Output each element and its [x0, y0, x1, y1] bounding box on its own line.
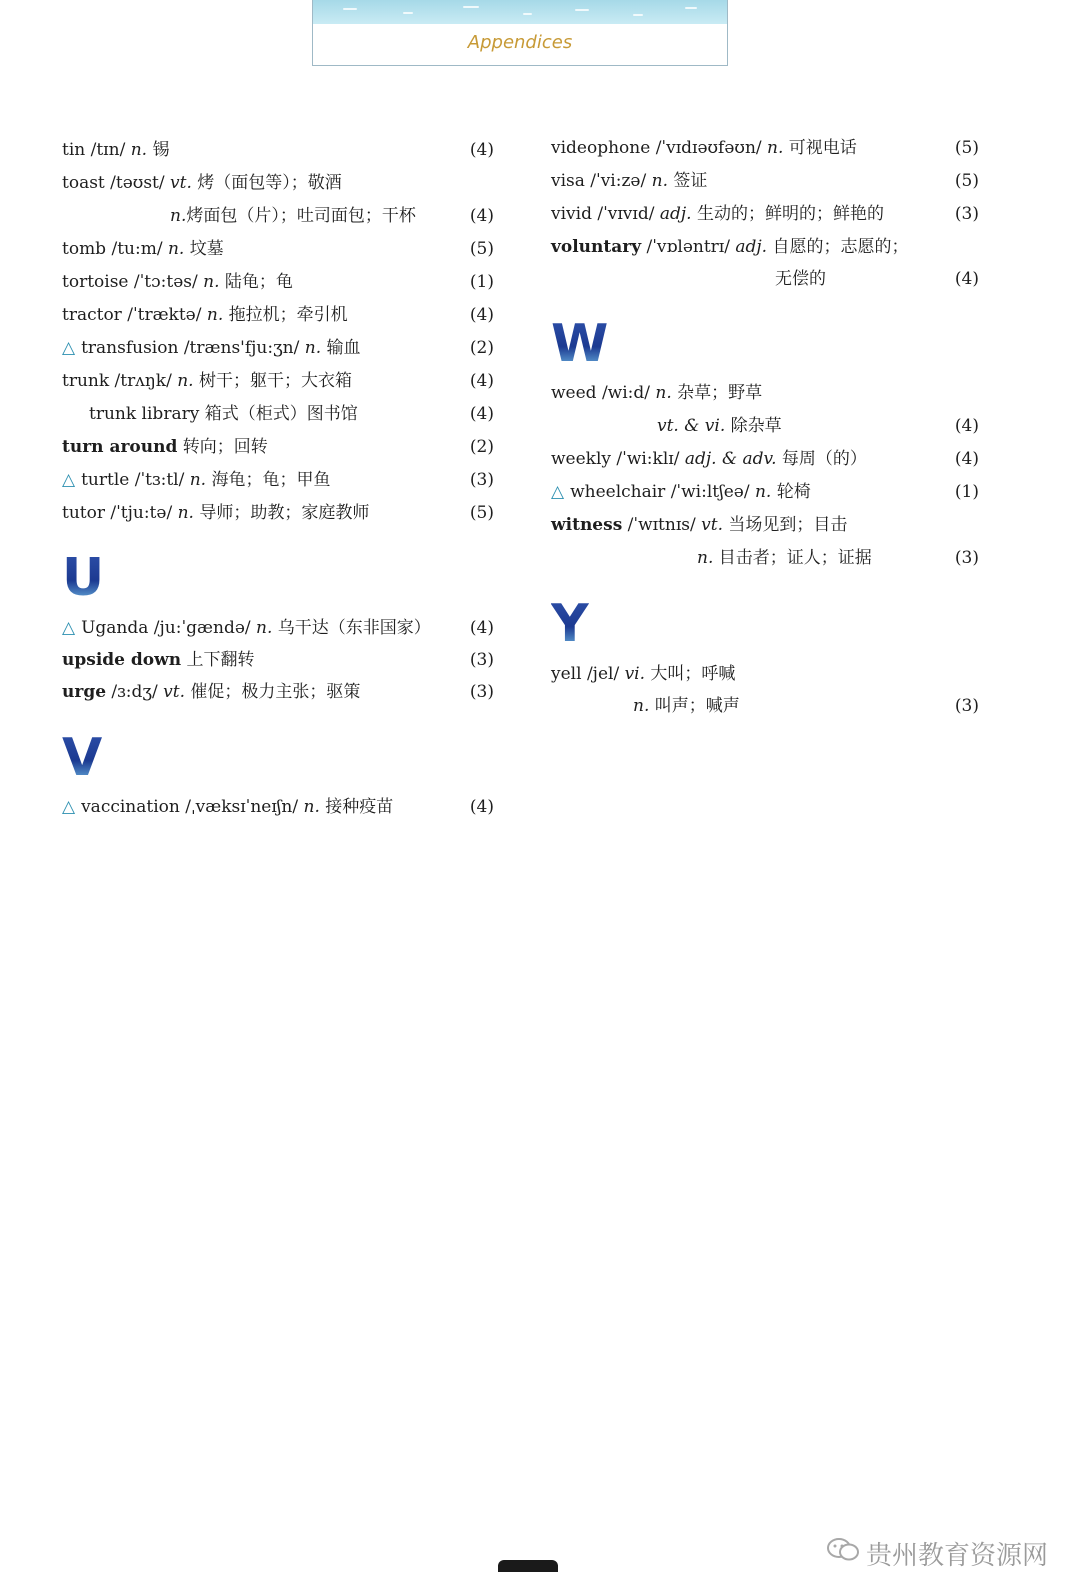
unit-number: (2)	[469, 437, 494, 457]
unit-number: (3)	[954, 548, 979, 568]
unit-number: (2)	[469, 338, 494, 358]
entry-turtle: △ turtle /ˈtɜ:tl/ n. 海龟；龟；甲鱼 (3)	[62, 470, 494, 490]
entry-tortoise: tortoise /ˈtɔ:təs/ n. 陆龟；龟 (1)	[62, 272, 494, 292]
entry-voluntary-continued: 无偿的 (4)	[775, 269, 979, 289]
section-letter-y: Y	[551, 594, 589, 654]
entry-tomb: tomb /tu:m/ n. 坟墓 (5)	[62, 239, 494, 259]
unit-number: (5)	[469, 503, 494, 523]
entry-transfusion: △ transfusion /træns'fju:ʒn/ n. 输血 (2)	[62, 338, 494, 358]
entry-witness-continued: n. 目击者；证人；证据 (3)	[697, 548, 979, 568]
unit-number: (5)	[469, 239, 494, 259]
unit-number: (4)	[469, 305, 494, 325]
section-letter-v: V	[62, 728, 103, 788]
unit-number: (3)	[954, 204, 979, 224]
unit-number: (4)	[954, 449, 979, 469]
unit-number: (1)	[469, 272, 494, 292]
entry-urge: urge /ɜ:dʒ/ vt. 催促；极力主张；驱策 (3)	[62, 682, 494, 702]
entry-vaccination: △ vaccination /ˌvæksɪˈneɪʃn/ n. 接种疫苗 (4)	[62, 797, 494, 817]
entry-tractor: tractor /ˈtræktə/ n. 拖拉机；牵引机 (4)	[62, 305, 494, 325]
entry-uganda: △ Uganda /ju:ˈgændə/ n. 乌干达（东非国家） (4)	[62, 618, 494, 638]
entry-weed: weed /wi:d/ n. 杂草；野草	[551, 383, 763, 403]
unit-number: (3)	[469, 650, 494, 670]
unit-number: (4)	[469, 404, 494, 424]
unit-number: (3)	[469, 682, 494, 702]
wechat-icon	[826, 1537, 860, 1570]
entry-weed-continued: vt. & vi. 除杂草 (4)	[657, 416, 979, 436]
section-letter-u: U	[62, 548, 105, 608]
entry-upside-down: upside down 上下翻转 (3)	[62, 650, 494, 670]
unit-number: (4)	[954, 416, 979, 436]
entry-voluntary: voluntary /ˈvɒləntrɪ/ adj. 自愿的；志愿的；	[551, 237, 909, 257]
unit-number: (4)	[469, 140, 494, 160]
watermark	[826, 1538, 1048, 1571]
watermark-text: 贵州教育资源网	[865, 1540, 1048, 1571]
entry-wheelchair: △ wheelchair /ˈwi:ltʃeə/ n. 轮椅 (1)	[551, 482, 979, 502]
unit-number: (5)	[954, 138, 979, 158]
page-number-tab	[498, 1560, 558, 1572]
section-letter-w: W	[551, 314, 609, 374]
entry-tutor: tutor /ˈtju:tə/ n. 导师；助教；家庭教师 (5)	[62, 503, 494, 523]
unit-number: (3)	[469, 470, 494, 490]
entry-toast: toast /təʊst/ vt. 烤（面包等）；敬酒	[62, 173, 342, 193]
unit-number: (4)	[469, 371, 494, 391]
unit-number: (3)	[954, 696, 979, 716]
appendices-header	[312, 0, 728, 66]
entry-visa: visa /ˈvi:zə/ n. 签证 (5)	[551, 171, 979, 191]
entry-yell-continued: n. 叫声；喊声 (3)	[633, 696, 979, 716]
entry-toast-continued: n.烤面包（片）；吐司面包；干杯 (4)	[170, 206, 494, 226]
entry-vivid: vivid /ˈvɪvɪd/ adj. 生动的；鲜明的；鲜艳的 (3)	[551, 204, 979, 224]
triangle-icon: △	[62, 338, 76, 358]
unit-number: (5)	[954, 171, 979, 191]
entry-tin: tin /tɪn/ n. 锡 (4)	[62, 140, 494, 160]
triangle-icon: △	[62, 618, 76, 638]
unit-number: (4)	[954, 269, 979, 289]
header-decorative-band	[313, 0, 727, 24]
entry-videophone: videophone /ˈvɪdɪəʊfəʊn/ n. 可视电话 (5)	[551, 138, 979, 158]
triangle-icon: △	[62, 470, 76, 490]
entry-trunk-library: trunk library 箱式（柜式）图书馆 (4)	[89, 404, 494, 424]
entry-turn-around: turn around 转向；回转 (2)	[62, 437, 494, 457]
entry-weekly: weekly /ˈwi:klɪ/ adj. & adv. 每周（的） (4)	[551, 449, 979, 469]
triangle-icon: △	[551, 482, 565, 502]
entry-witness: witness /ˈwɪtnɪs/ vt. 当场见到；目击	[551, 515, 848, 535]
unit-number: (4)	[469, 206, 494, 226]
unit-number: (4)	[469, 797, 494, 817]
header-title: Appendices	[467, 32, 573, 53]
unit-number: (4)	[469, 618, 494, 638]
entry-yell: yell /jel/ vi. 大叫；呼喊	[551, 664, 736, 684]
triangle-icon: △	[62, 797, 76, 817]
entry-trunk: trunk /trʌŋk/ n. 树干；躯干；大衣箱 (4)	[62, 371, 494, 391]
unit-number: (1)	[954, 482, 979, 502]
